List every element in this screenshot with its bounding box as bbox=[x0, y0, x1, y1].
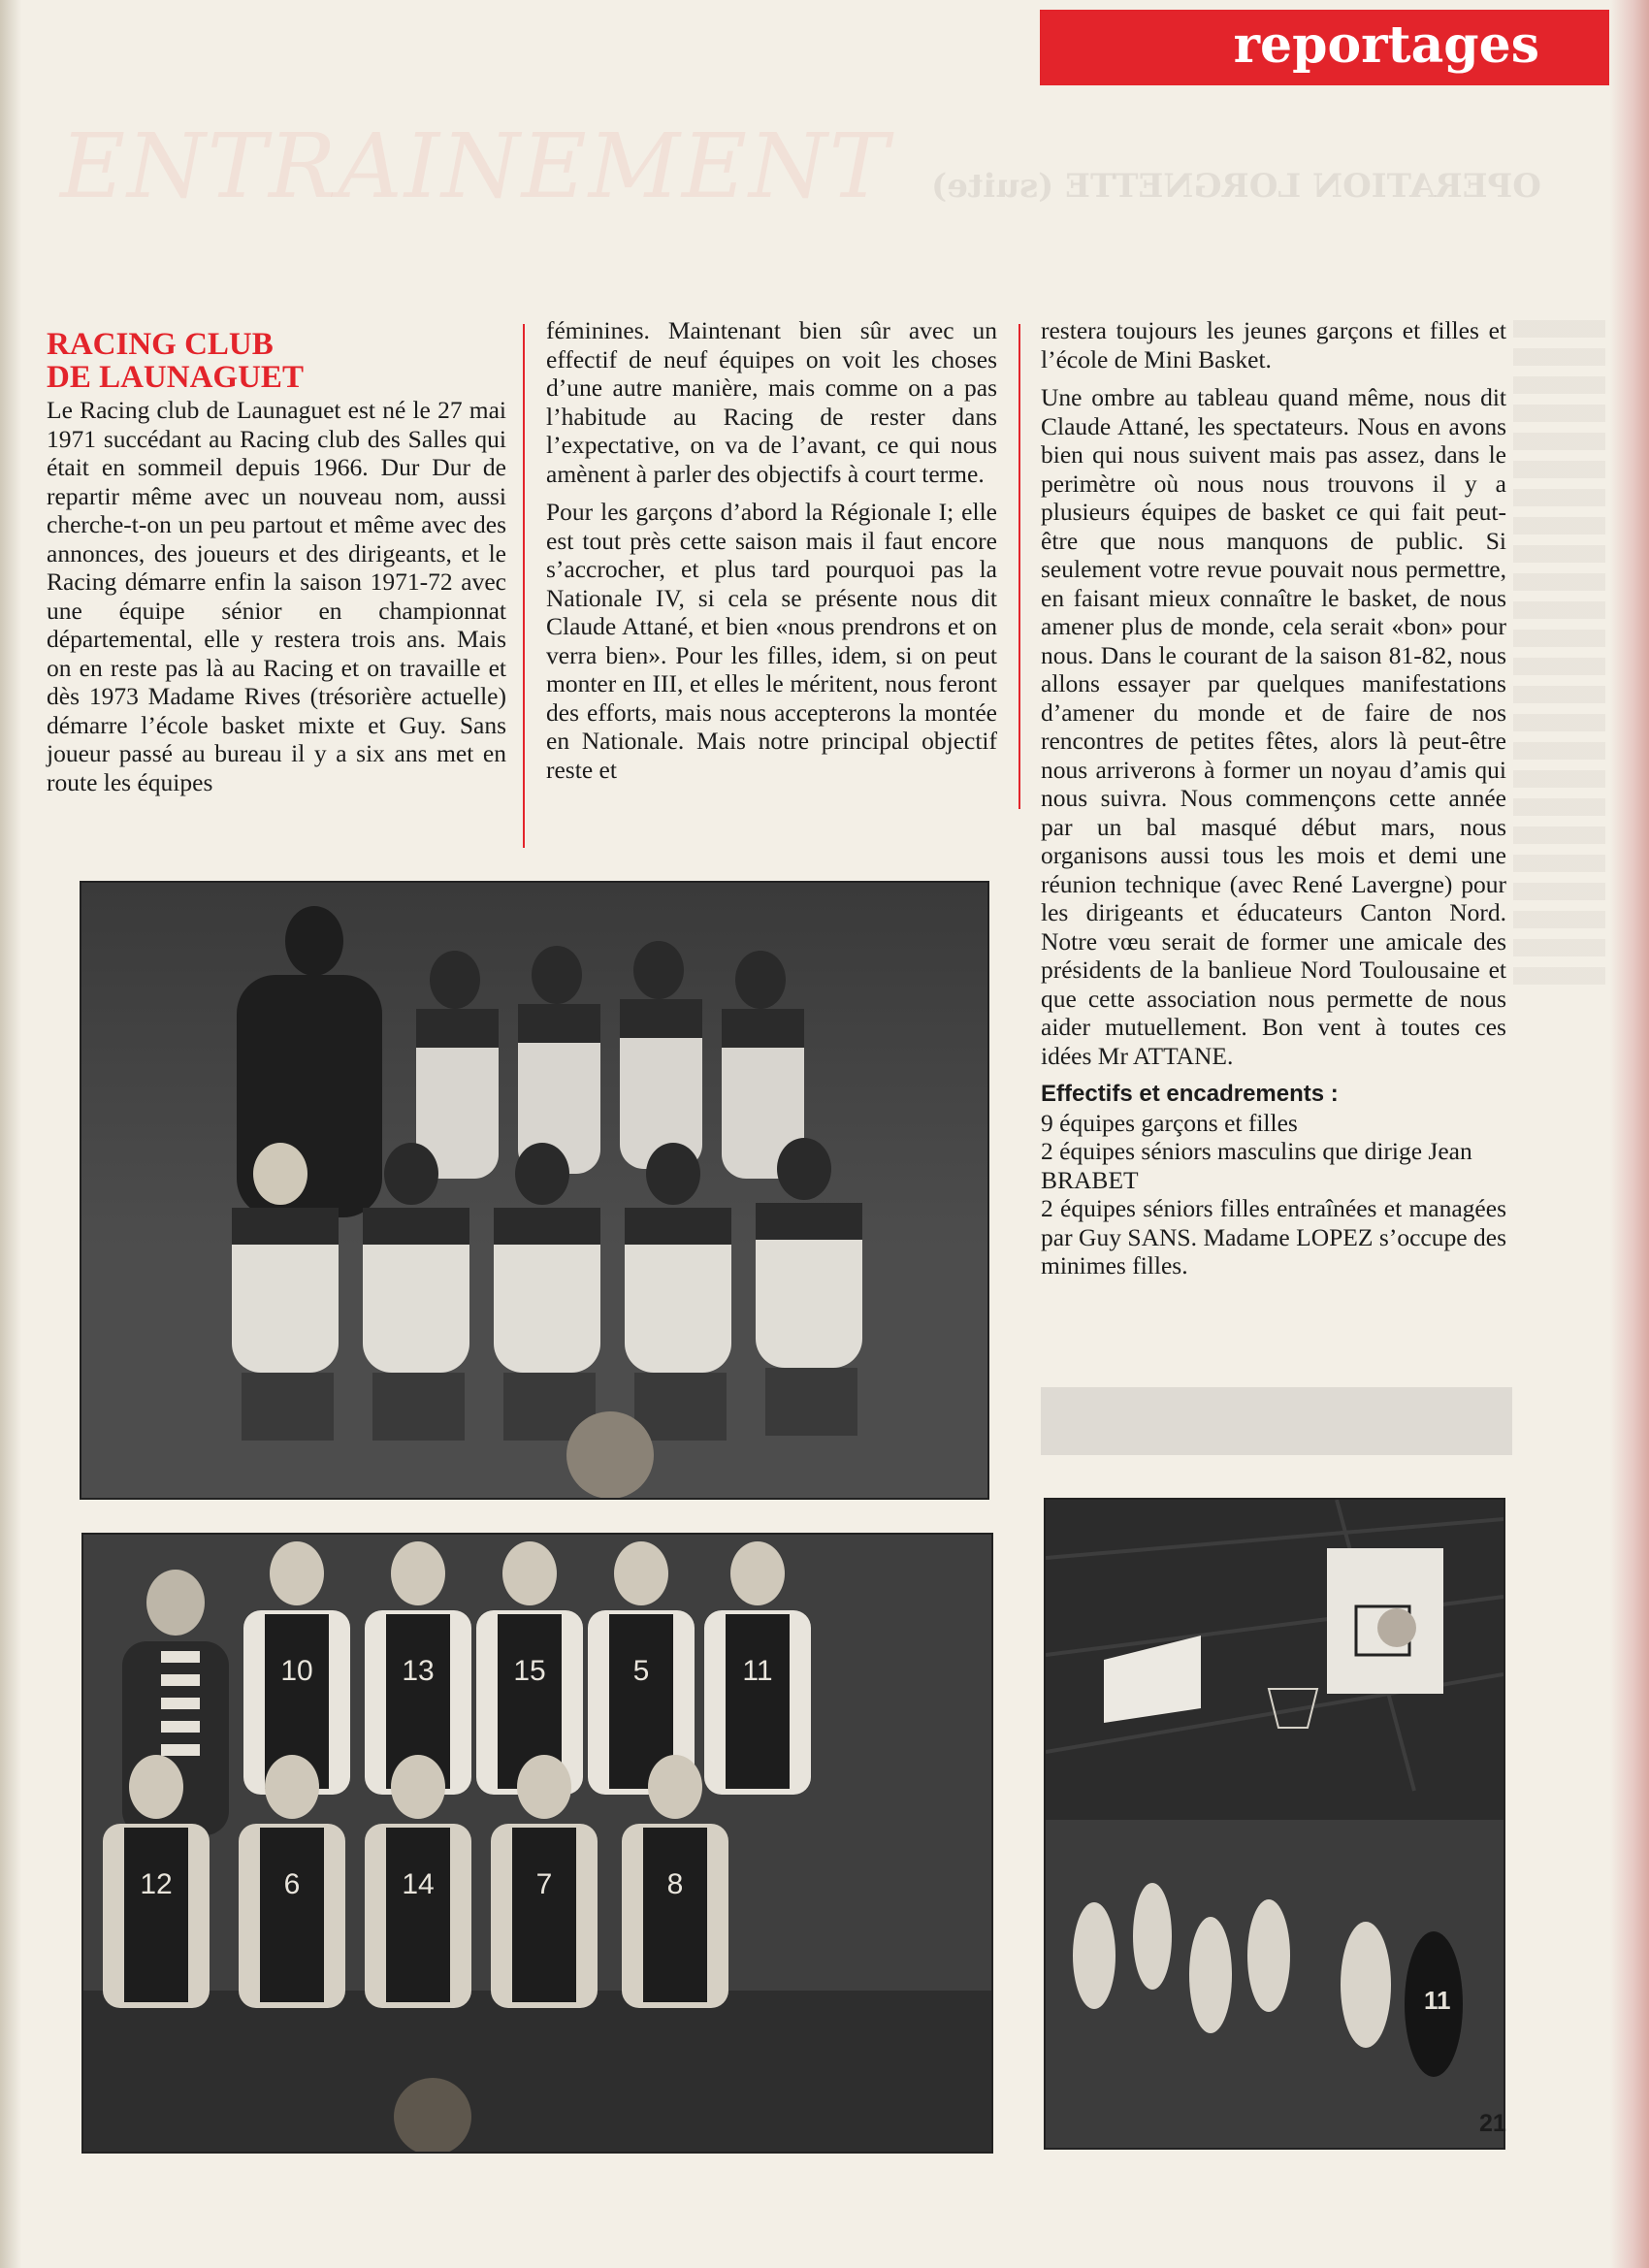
page-number: 21 bbox=[1479, 2110, 1506, 2137]
jersey-number: 12 bbox=[140, 1868, 173, 1900]
paragraph: restera toujours les jeunes garçons et filles et l’école de Mini Basket. bbox=[1041, 316, 1506, 373]
article-column-3 bbox=[1041, 316, 1506, 1280]
action-jersey-number: 11 bbox=[1424, 1986, 1451, 2015]
jersey-number: 6 bbox=[283, 1868, 301, 1900]
jersey-number: 10 bbox=[280, 1655, 313, 1687]
jersey-number: 5 bbox=[632, 1655, 650, 1687]
photo-women-team bbox=[80, 881, 989, 1500]
jersey-number: 15 bbox=[513, 1655, 546, 1687]
column-rule-left bbox=[523, 324, 525, 848]
show-through-text bbox=[1513, 320, 1605, 989]
effectifs-line: 2 équipes séniors masculins que dirige Jean BRABET bbox=[1041, 1137, 1472, 1194]
paragraph: Pour les garçons d’abord la Régionale I; elle est tout près cette saison mais il faut encore s’accrocher, et plus tard pourquoi pas la Nationale IV, si cela se présente nous dit Claude Attané, et bien «nous prendrons et on verra bien». Pour les filles, idem, si on peut monter en III, et elles le méritent, nous feront des efforts, mais nous accepterons la montée en Nationale. Mais notre principal objectif reste et bbox=[546, 498, 997, 784]
jersey-number: 11 bbox=[742, 1655, 773, 1687]
section-label: reportages bbox=[1233, 16, 1539, 75]
photo-men-team bbox=[81, 1533, 993, 2154]
section-banner bbox=[1040, 10, 1609, 85]
jersey-number: 14 bbox=[402, 1868, 435, 1900]
column-rule-right bbox=[1018, 324, 1020, 809]
jersey-number: 7 bbox=[535, 1868, 553, 1900]
jersey-number: 8 bbox=[666, 1868, 684, 1900]
show-through-title: ENTRAINEMENT bbox=[60, 114, 890, 218]
show-through-subtitle: OPERATION LORGNETTE (suite) bbox=[931, 167, 1541, 206]
jersey-number: 13 bbox=[402, 1655, 435, 1687]
article-heading: RACING CLUB DE LAUNAGUET bbox=[47, 327, 304, 395]
paragraph: Une ombre au tableau quand même, nous dit Claude Attané, les spectateurs. Nous en avons bien qui nous suivent mais pas assez, dans le perimètre où nous nous trouvons il y a plusieurs équipes de basket ce qui fait peut-être que nous manquons de public. Si seulement votre revue pouvait nous permettre, en faisant mieux connaître le basket, de nous amener plus de monde, cela serait «bon» pour nous. Dans le courant de la saison 81-82, nous allons essayer par quelques manifestations d’amener du monde et de faire de nos rencontres de petites fêtes, alors là peut-être nous arriverons à former un noyau d’amis qui nous suivra. Nous commençons cette année par un bal masqué début mars, nous organisons aussi tous les mois et demi une réunion technique (avec René Lavergne) pour les dirigeants et éducateurs Canton Nord. Notre vœu serait de former une amicale des présidents de la banlieue Nord Toulousaine et que cette association nous permette de nous aider mutuellement. Bon vent à toutes ces idées Mr ATTANE. bbox=[1041, 383, 1506, 1070]
paragraph: Le Racing club de Launaguet est né le 27 mai 1971 succédant au Racing club des Salles qui était en sommeil depuis 1966. Dur Dur de repartir même avec un nouveau nom, aussi cherche-t-on un peu partout et même avec des annonces, des joueurs et des dirigeants, et le Racing démarre enfin la saison 1971-72 avec une équipe sénior en championnat départemental, elle y restera trois ans. Mais on en reste pas là au Racing et on travaille et dès 1973 Madame Rives (trésorière actuelle) démarre l’école basket mixte et Guy. Sans joueur passé au bureau il y a six ans met en route les équipes bbox=[47, 396, 506, 796]
effectifs-heading: Effectifs et encadrements : bbox=[1041, 1081, 1339, 1107]
article-column-1 bbox=[47, 328, 506, 806]
effectifs-line: 9 équipes garçons et filles bbox=[1041, 1108, 1298, 1137]
article-column-2 bbox=[546, 316, 997, 794]
grey-panel bbox=[1041, 1387, 1512, 1455]
effectifs-line: 2 équipes séniors filles entraînées et managées par Guy SANS. Madame LOPEZ s’occupe des minimes filles. bbox=[1041, 1194, 1506, 1280]
photo-game-action bbox=[1044, 1498, 1505, 2150]
page-edge bbox=[1610, 0, 1649, 2268]
paragraph: féminines. Maintenant bien sûr avec un effectif de neuf équipes on voit les choses d’une autre manière, mais comme on a pas l’habitude au Racing de rester dans l’expectative, on va de l’avant, ce qui nous amènent à parler des objectifs à court terme. bbox=[546, 316, 997, 488]
binding-shadow bbox=[0, 0, 21, 2268]
